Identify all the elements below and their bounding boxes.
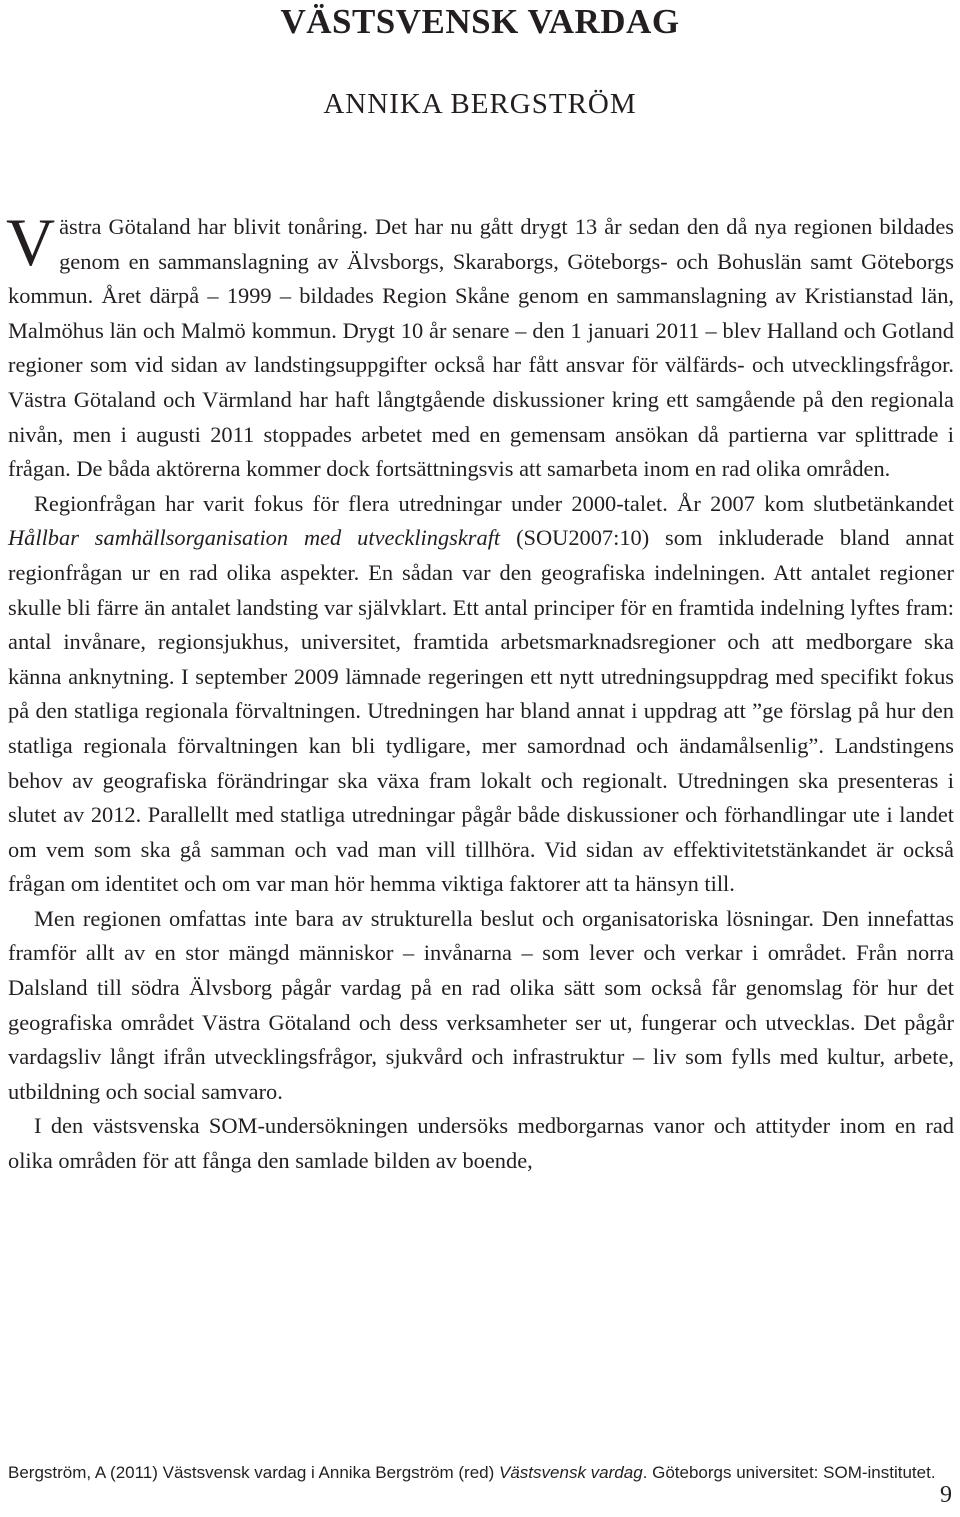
citation-text-end: . Göteborgs universitet: SOM-institutet. [642,1463,936,1482]
paragraph-2 [8,487,954,902]
paragraph-2-text-end: (SOU2007:10) som inkluderade bland annat regionfrågan ur en rad olika aspekter. En sådan var den geografiska indelningen. Att antalet regioner skulle bli färre än antalet landsting var självklart. Ett antal principer för en framtida indelning lyftes fram: antal invånare, regionsjukhus, universitet, framtida arbetsmarknadsregioner och att medborgare ska känna anknytning. I september 2009 lämnade regeringen ett nytt utredningsuppdrag med specifikt fokus på den statliga regionala förvaltningen. Utredningen har bland annat i uppdrag att ”ge förslag på hur den statliga regionala förvaltningen kan bli tydligare, mer samordnad och ändamålsenlig”. Landstingens behov av geografiska förändringar ska växa fram lokalt och regionalt. Utredningen ska presenteras i slutet av 2012. Parallellt med statliga utredningar pågår både diskussioner och förhandlingar ute i landet om vem som ska gå samman och vad man vill tillhöra. Vid sidan av effektivitetstänkandet är också frågan om identitet och om var man hör hemma viktiga faktorer att ta hänsyn till. [8,525,954,897]
paragraph-3: Men regionen omfattas inte bara av strukturella beslut och organisatoriska lösningar. Den innefattas framför allt av en stor mängd människor – invånarna – som lever och verkar i området. Från norra Dalsland till södra Älvsborg pågår vardag på en rad olika sätt som också får genomslag för hur det geografiska området Västra Götaland och dess verksamheter ser ut, fungerar och utvecklas. Det pågår vardagsliv långt ifrån utvecklingsfrågor, sjukvård och infrastruktur – liv som fylls med kultur, arbete, utbildning och social samvaro. [8,905,954,1104]
paragraph-4: I den västsvenska SOM-undersökningen undersöks medborgarnas vanor och attityder inom en rad olika områden för att fånga den samlade bilden av boende, [8,1113,954,1174]
citation-title: Västsvensk vardag [499,1463,643,1482]
citation-footer [8,1461,954,1485]
paragraph-1-text: ästra Götaland har blivit tonåring. Det har nu gått drygt 13 år sedan den då nya regionen bildades genom en sammanslagning av Älvsborgs, Skaraborgs, Göteborgs- och Bohuslän samt Göteborgs kommun. Året därpå – 1999 – bildades Region Skåne genom en sammanslagning av Kristianstad län, Malmöhus län och Malmö kommun. Drygt 10 år senare – den 1 januari 2011 – blev Halland och Gotland regioner som vid sidan av landstingsuppgifter också har fått ansvar för välfärds- och utvecklingsfrågor. Västra Götaland och Värmland har haft långtgående diskussioner kring ett samgående på den regionala nivån, men i augusti 2011 stoppades arbetet med en gemensam ansökan då partierna var splittrade i frågan. De båda aktörerna kommer dock fortsättningsvis att samarbeta inom en rad olika områden. [8,214,954,482]
chapter-author: ANNIKA BERGSTRÖM [323,88,637,120]
drop-cap: V [6,204,56,280]
paragraph-2-text-start: Regionfrågan har varit fokus för flera utredningar under 2000-talet. År 2007 kom slutbetänkandet [34,490,954,516]
paragraph-1 [6,204,954,487]
chapter-title: VÄSTSVENSK VARDAG [280,2,680,41]
citation-text-start: Bergström, A (2011) Västsvensk vardag i Annika Bergström (red) [8,1463,500,1482]
body-text [6,204,954,1179]
page-number: 9 [940,1482,952,1508]
report-title: Hållbar samhällsorganisation med utvecklingskraft [8,525,501,551]
